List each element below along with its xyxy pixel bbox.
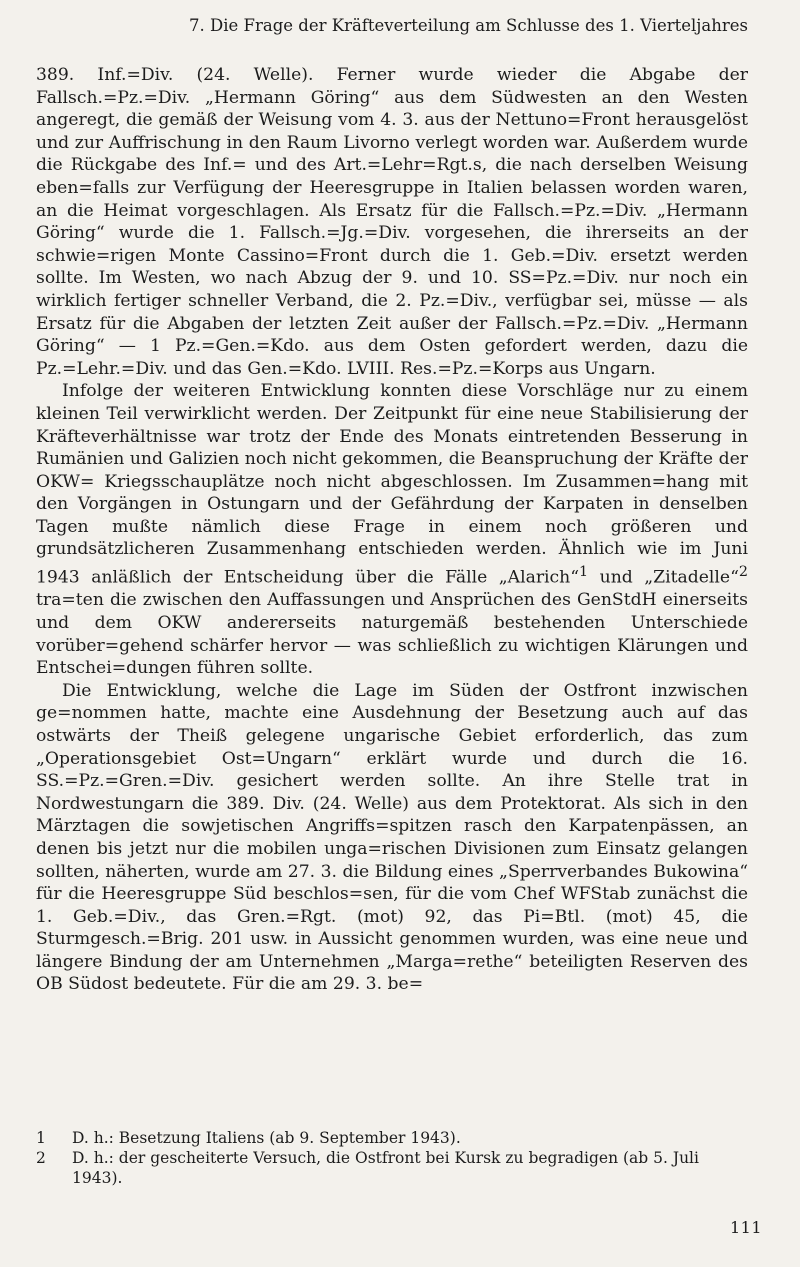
footnote-1 (36, 1128, 748, 1148)
footnotes (36, 1128, 748, 1188)
paragraph-3: Die Entwicklung, welche die Lage im Süden der Ostfront inzwischen ge=nommen hatte, machte eine Ausdehnung der Besetzung auch auf das ostwärts der Theiß gelegene ungarische Gebiet erforderlich, das zum „Operationsgebiet Ost=Ungarn“ erklärt wurde und durch die 16. SS.=Pz.=Gren.=Div. gesichert werden sollte. An ihre Stelle trat in Nordwestungarn die 389. Div. (24. Welle) aus dem Protektorat. Als sich in den Märztagen die sowjetischen Angriffs=spitzen rasch den Karpatenpässen, an denen bis jetzt nur die mobilen unga=rischen Divisionen zum Einsatz gelangen sollten, näherten, wurde am 27. 3. die Bildung eines „Sperrverbandes Bukowina“ für die Heeresgruppe Süd beschlos=sen, für die vom Chef WFStab zunächst die 1. Geb.=Div., das Gren.=Rgt. (mot) 92, das Pi=Btl. (mot) 45, die Sturmgesch.=Brig. 201 usw. in Aussicht genommen wurden, was eine neue und längere Bindung der am Unternehmen „Marga=rethe“ beteiligten Reserven des OB Südost bedeutete. Für die am 29. 3. be= (36, 680, 748, 995)
running-header: 7. Die Frage der Kräfteverteilung am Schlusse des 1. Vierteljahres (189, 16, 748, 35)
paragraph-2-part-2: und „Zitadelle“ (588, 567, 739, 588)
footnote-mark: 2 (36, 1149, 46, 1167)
paragraph-2-part-1: Infolge der weiteren Entwicklung konnten diese Vorschläge nur zu einem kleinen Teil verwirklicht werden. Der Zeitpunkt für eine neue Stabilisierung der Kräfteverhältnisse war trotz der Ende des Monats eintretenden Besserung in Rumänien und Galizien noch nicht gekommen, die Beanspruchung der Kräfte der OKW= Kriegsschauplätze noch nicht abgeschlossen. Im Zusammen=hang mit den Vorgängen in Ostungarn und der Gefährdung der Karpaten in denselben Tagen mußte nämlich diese Frage in einem noch größeren und grundsätzlicheren Zusammenhang entschieden werden. Ähnlich wie im Juni 1943 anläßlich der Entscheidung über die Fälle „Alarich“ (36, 381, 748, 588)
footnote-ref-1: 1 (579, 564, 589, 581)
paragraph-2 (36, 380, 748, 679)
page-number: 111 (729, 1218, 762, 1237)
paragraph-2-part-3: tra=ten die zwischen den Auffassungen und Ansprüchen des GenStdH einerseits und dem OKW andererseits naturgemäß bestehenden Unterschiede vorüber=gehend schärfer hervor — was schließlich zu wichtigen Klärungen und Entschei=dungen führen sollte. (36, 590, 748, 679)
footnote-ref-2: 2 (738, 564, 748, 581)
footnote-2 (36, 1148, 748, 1188)
body-text (36, 64, 748, 996)
footnote-text: D. h.: der gescheiterte Versuch, die Ostfront bei Kursk zu begradigen (ab 5. Juli 1943). (72, 1149, 699, 1187)
paragraph-1: 389. Inf.=Div. (24. Welle). Ferner wurde wieder die Abgabe der Fallsch.=Pz.=Div. „Hermann Göring“ aus dem Südwesten an den Westen angeregt, die gemäß der Weisung vom 4. 3. aus der Nettuno=Front herausgelöst und zur Auffrischung in den Raum Livorno verlegt worden war. Außerdem wurde die Rückgabe des Inf.= und des Art.=Lehr=Rgt.s, die nach derselben Weisung eben=falls zur Verfügung der Heeresgruppe in Italien belassen worden waren, an die Heimat vorgeschlagen. Als Ersatz für die Fallsch.=Pz.=Div. „Hermann Göring“ wurde die 1. Fallsch.=Jg.=Div. vorgesehen, die ihrerseits an der schwie=rigen Monte Cassino=Front durch die 1. Geb.=Div. ersetzt werden sollte. Im Westen, wo nach Abzug der 9. und 10. SS=Pz.=Div. nur noch ein wirklich fertiger schneller Verband, die 2. Pz.=Div., verfügbar sei, müsse — als Ersatz für die Abgaben der letzten Zeit außer der Fallsch.=Pz.=Div. „Hermann Göring“ — 1 Pz.=Gen.=Kdo. aus dem Osten gefordert werden, dazu die Pz.=Lehr.=Div. und das Gen.=Kdo. LVIII. Res.=Pz.=Korps aus Ungarn. (36, 65, 748, 379)
footnote-text: D. h.: Besetzung Italiens (ab 9. September 1943). (72, 1129, 461, 1147)
footnote-mark: 1 (36, 1129, 46, 1147)
